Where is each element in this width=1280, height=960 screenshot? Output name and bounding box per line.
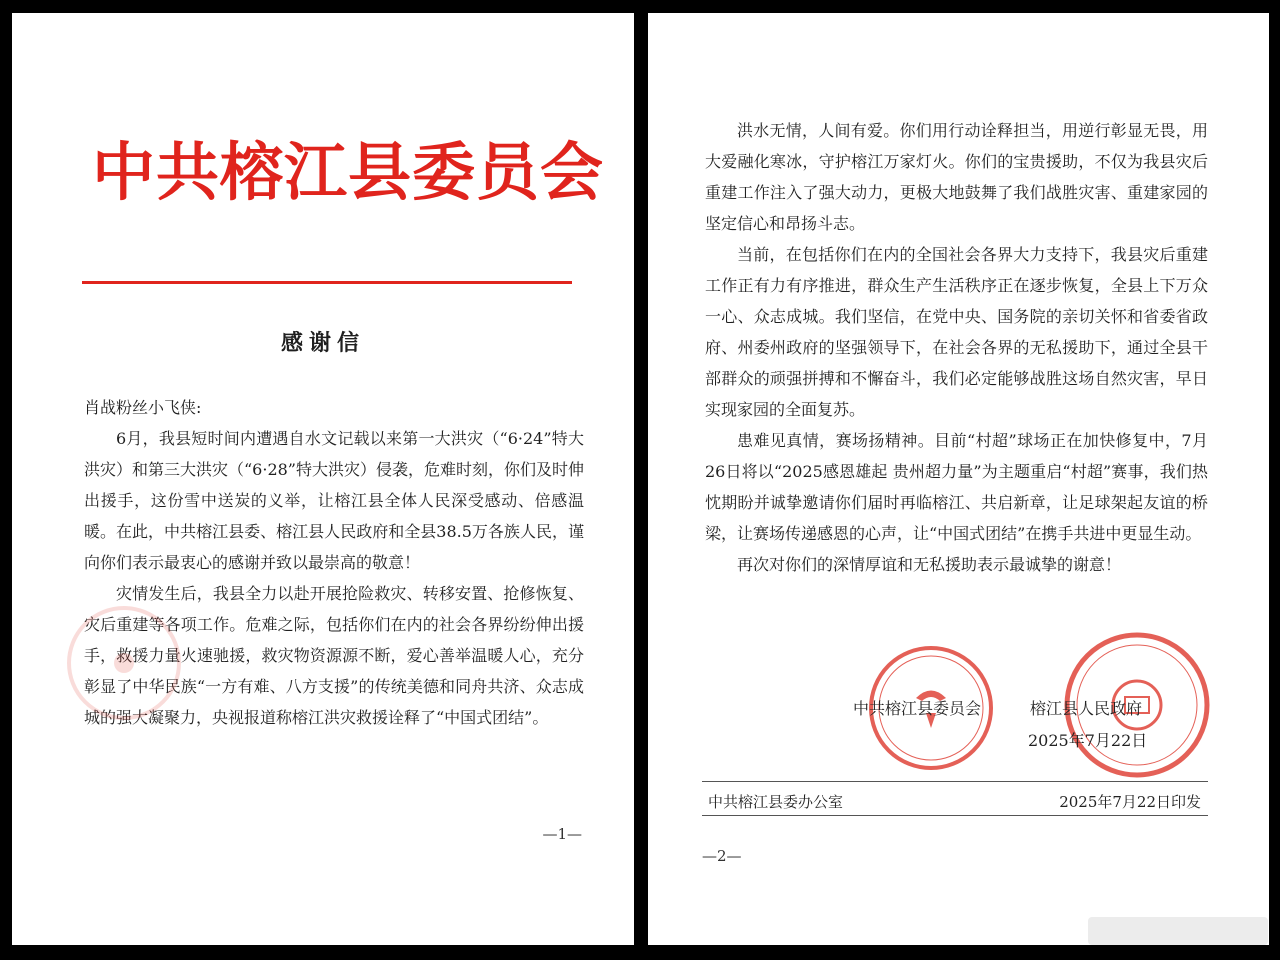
paragraph-2: 灾情发生后，我县全力以赴开展抢险救灾、转移安置、抢修恢复、灾后重建等各项工作。危难之际，包括你们在内的社会各界纷纷伸出援手，救援力量火速驰援，救灾物资源源不断，爱心善举温暖人心，充分彰显了中华民族“一方有难、八方支援”的传统美德和同舟共济、众志成城的强大凝聚力，央视报道称榕江洪灾救援诠释了“中国式团结”。 bbox=[84, 584, 584, 727]
page-number-1: —1— bbox=[542, 825, 582, 843]
paragraph-5: 患难见真情，赛场扬精神。目前“村超”球场正在加快修复中，7月26日将以“2025感恩雄起 贵州超力量”为主题重启“村超”赛事，我们热忱期盼并诚挚邀请你们届时再临榕江、共启新章，让足球架起友谊的桥梁，让赛场传递感恩的心声，让“中国式团结”在携手共进中更显生动。 bbox=[705, 431, 1208, 543]
signature-government: 榕江县人民政府 bbox=[1030, 699, 1143, 718]
letter-body-page-2 bbox=[705, 115, 1208, 580]
paragraph-3: 洪水无情，人间有爱。你们用行动诠释担当，用逆行彰显无畏，用大爱融化寒冰，守护榕江万家灯火。你们的宝贵援助，不仅为我县灾后重建工作注入了强大动力，更极大地鼓舞了我们战胜灾害、重建家园的坚定信心和昂扬斗志。 bbox=[705, 121, 1208, 233]
page-number-2: —2— bbox=[702, 847, 742, 865]
letter-page-2 bbox=[648, 13, 1269, 945]
letter-title: 感谢信 bbox=[280, 330, 365, 356]
red-divider-line bbox=[82, 281, 572, 284]
signature-committee: 中共榕江县委员会 bbox=[853, 699, 982, 718]
salutation: 肖战粉丝小飞侠: bbox=[84, 398, 202, 417]
footer-office: 中共榕江县委办公室 bbox=[708, 793, 844, 811]
red-header-title: 中共榕江县委员会 bbox=[92, 135, 604, 209]
letter-page-1 bbox=[12, 13, 634, 945]
footer-top-rule bbox=[702, 781, 1208, 782]
paragraph-1: 6月，我县短时间内遭遇自水文记载以来第一大洪灾（“6·24”特大洪灾）和第三大洪灾（“6·28”特大洪灾）侵袭，危难时刻，你们及时伸出援手，这份雪中送炭的义举，让榕江县全体人民深受感动、倍感温暖。在此，中共榕江县委、榕江县人民政府和全县38.5万各族人民，谨向你们表示最衷心的感谢并致以最崇高的敬意！ bbox=[84, 429, 584, 572]
footer-bottom-rule bbox=[702, 815, 1208, 816]
paragraph-6: 再次对你们的深情厚谊和无私援助表示最诚挚的谢意！ bbox=[737, 555, 1122, 574]
paragraph-4: 当前，在包括你们在内的全国社会各界大力支持下，我县灾后重建工作正有力有序推进，群众生产生活秩序正在逐步恢复，全县上下万众一心、众志成城。我们坚信，在党中央、国务院的亲切关怀和省委省政府、州委州政府的坚强领导下，在社会各界的无私援助下，通过全县干部群众的顽强拼搏和不懈奋斗，我们必定能够战胜这场自然灾害，早日实现家园的全面复苏。 bbox=[705, 245, 1208, 419]
footer-print-date: 2025年7月22日印发 bbox=[1059, 793, 1201, 811]
faint-seal-mark bbox=[64, 603, 184, 723]
watermark-overlay bbox=[1088, 917, 1268, 945]
signature-date: 2025年7月22日 bbox=[1028, 731, 1148, 750]
